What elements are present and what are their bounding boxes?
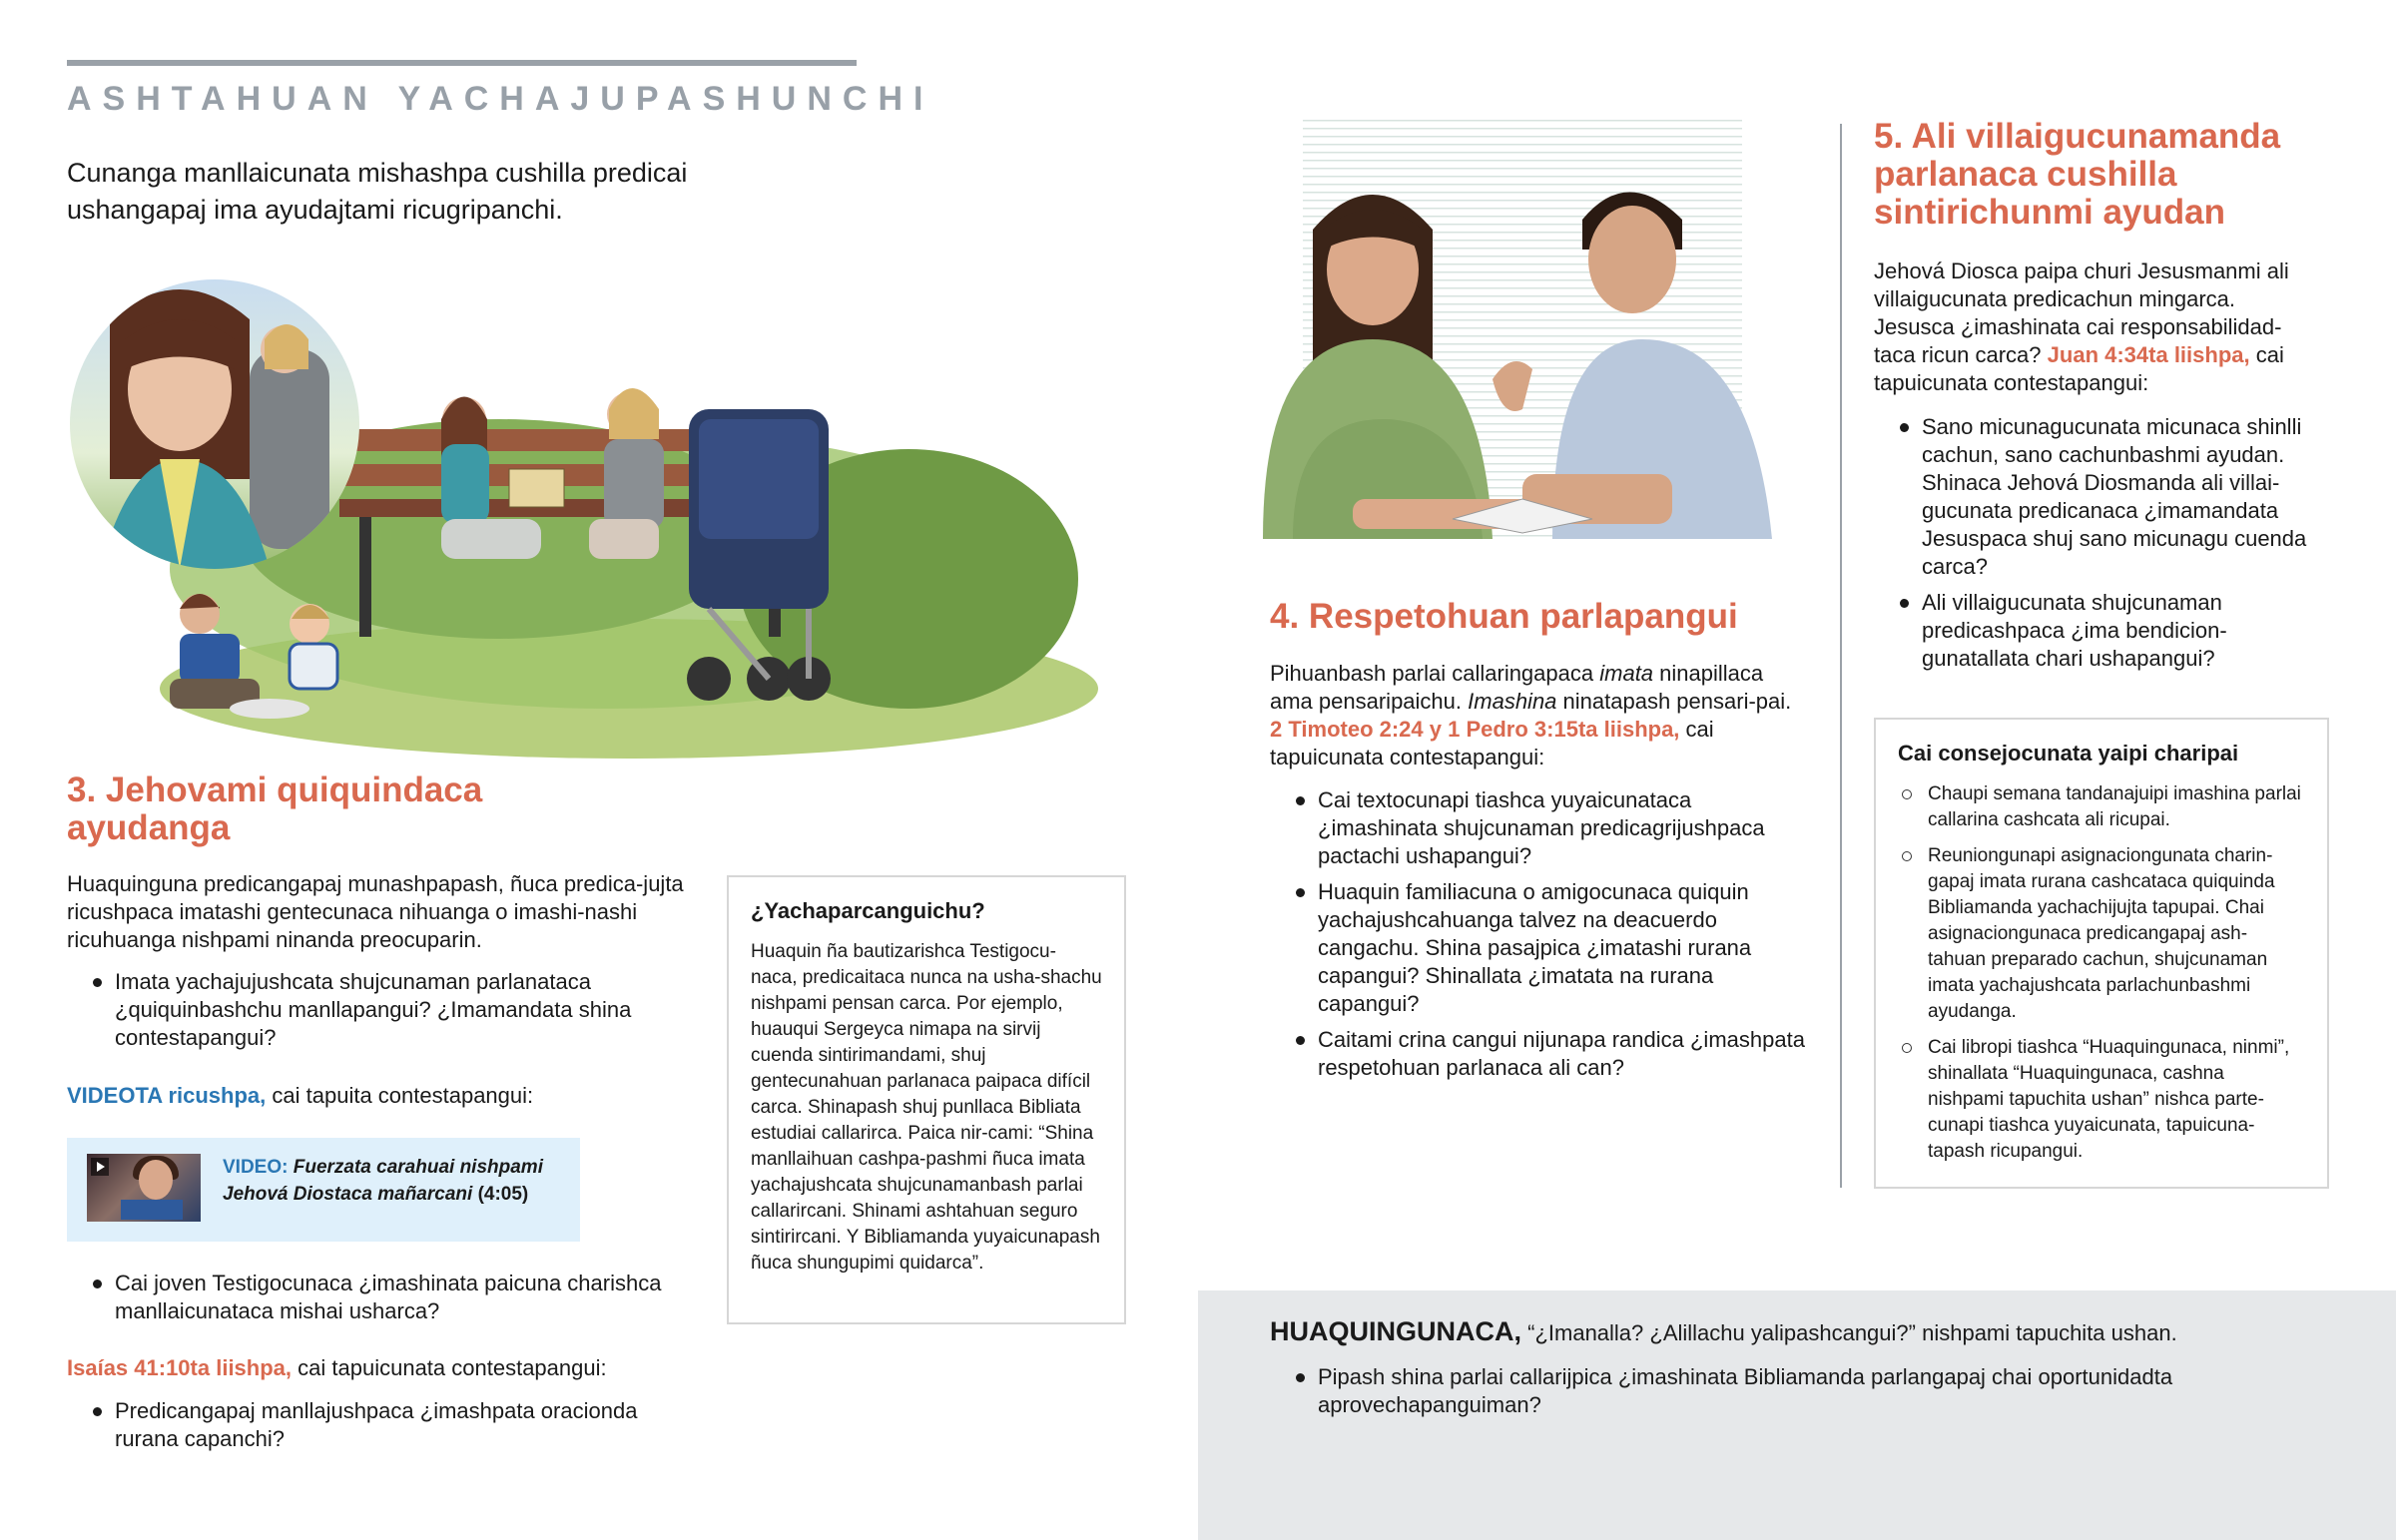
section3-title: 3. Jehovami quiquindaca ayudanga	[67, 770, 483, 847]
section3-bullets-c	[67, 1397, 686, 1461]
advice-item-1: Chaupi semana tandanajuipi imashina parlai callarina cashcata ali ricupai.	[1898, 781, 2305, 833]
section3-bullet-3: Predicangapaj manllajushpaca ¿imashpata oracionda rurana capanchi?	[67, 1397, 686, 1453]
advice-box	[1874, 718, 2329, 1189]
section3-bullet-2: Cai joven Testigocunaca ¿imashinata paicuna charishca manllaicunataca mishai usharca?	[67, 1270, 686, 1325]
section4-ref-rest: cai tapuicunata contestapangui:	[1270, 717, 1714, 770]
section4-para-em2: Imashina	[1468, 689, 1557, 714]
section4-para-a: Pihuanbash parlai callaringapaca	[1270, 661, 1594, 686]
section4-ref-link[interactable]: 2 Timoteo 2:24 y 1 Pedro 3:15ta liishpa,	[1270, 717, 1680, 742]
video-caption[interactable]	[223, 1154, 562, 1208]
section4-title: 4. Respetohuan parlapangui	[1270, 597, 1738, 636]
footer-bullet: Pipash shina parlai callarijpica ¿imashinata Bibliamanda parlangapaj chai oportunidadta aprovechapanguiman?	[1270, 1363, 2368, 1419]
thumb-figure-face	[139, 1160, 173, 1200]
section3-bullet-1: Imata yachajujushcata shujcunaman parlanataca ¿quiquinbashchu manllapangui? ¿Imamandata shina contestapangui?	[67, 968, 656, 1052]
isaiah-prompt	[67, 1354, 686, 1382]
conversation-illustration	[1253, 120, 1792, 559]
section4-bullet-1: Cai textocunapi tiashca yuyaicunataca ¿imashinata shujcunaman predicagrijushpaca pactachi ushapangui?	[1270, 786, 1809, 870]
section5-para-a: Jehová Diosca paipa churi Jesusmanmi ali villaigucunata predicachun mingarca. Jesusca ¿imashinata cai responsabilidad-taca ricun carca?	[1874, 258, 2289, 367]
footer-panel	[1198, 1290, 2396, 1540]
video-prompt	[67, 1082, 686, 1110]
did-you-know-text: Huaquin ña bautizarishca Testigocu-naca, predicaitaca nunca na usha-shachu nishpami pensan carca. Por ejemplo, huauqui Sergeyca nimapa na sirvij cuenda sintirimandami, shuj gentecunahuan parlanaca paipaca difícil carca. Shinapash shuj punllaca Bibliata estudiai callarirca. Paica nir-cami: “Shina manllaihuan cashpa-pashmi ñuca imata yachajushcata shujcunamanbash parlai callarircani. Shinami ashtahuan seguro sintirircani. Y Bibliamanda yuyaicunapash ñuca shungupimi quidarca”.	[751, 941, 1102, 1274]
video-prompt-link[interactable]: VIDEOTA ricushpa,	[67, 1083, 267, 1108]
video-card[interactable]	[67, 1138, 580, 1242]
section5-bullet-2: Ali villaigucunata shujcunaman predicashpaca ¿ima bendicion-gunatallata chari ushapangui?	[1874, 589, 2313, 673]
isaiah-ref-link[interactable]: Isaías 41:10ta liishpa,	[67, 1355, 293, 1380]
section4-para-b: ninapillaca ama pensaripaichu.	[1270, 661, 1764, 714]
column-divider	[1840, 124, 1842, 1188]
video-duration: (4:05)	[477, 1184, 529, 1205]
did-you-know-title: ¿Yachaparcanguichu?	[751, 898, 985, 923]
did-you-know-box	[727, 875, 1126, 1324]
inset-portrait	[70, 279, 359, 569]
conversation-graphic	[1253, 120, 1792, 559]
park-illustration	[70, 269, 1098, 759]
section5-bullet-1: Sano micunagucunata micunaca shinlli cachun, sano cachunbashmi ayudan. Shinaca Jehová Diosmanda ali villai-gucunata predicanaca ¿imamandata Jesuspaca shuj sano micunagu cuenda carca?	[1874, 413, 2313, 581]
section3-paragraph: Huaquinguna predicangapaj munashpapash, ñuca predica-jujta ricushpaca imatashi gentecunaca nihuanga o imashi-nashi ricuhuanga nishpami ninanda preocuparin.	[67, 871, 684, 952]
advice-item-2: Reuniongunapi asignaciongunata charin-gapaj imata rurana cashcataca quiquinda Bibliamanda yachachijujta tapupai. Chai asignaciongunaca predicangapaj ash-tahuan preparado cachun, shujcunaman imata yachajushcata parlachunbashmi ayudanga.	[1898, 843, 2305, 1025]
section4-bullets	[1270, 786, 1809, 1090]
top-rule	[67, 60, 857, 66]
intro-text: Cunanga manllaicunata mishashpa cushilla predicai ushangapaj ima ayudajtami ricugripanchi.	[67, 158, 688, 225]
video-label: VIDEO:	[223, 1157, 289, 1178]
section5-title: 5. Ali villaigucunamanda parlanaca cushilla sintirichunmi ayudan	[1874, 117, 2281, 232]
video-title: Fuerzata carahuai nishpami Jehová Diostaca mañarcani	[223, 1157, 543, 1205]
advice-title: Cai consejocunata yaipi charipai	[1898, 741, 2239, 766]
section4-bullet-2: Huaquin familiacuna o amigocunaca quiquin yachajushcahuanga talvez na deacuerdo cangachu. Shina pasajpica ¿imatashi rurana capangui? Shinallata ¿imatata na rurana capangui?	[1270, 878, 1809, 1018]
section3-bullets-a	[67, 968, 656, 1060]
inset-portrait-graphic	[70, 279, 359, 569]
footer-lead: HUAQUINGUNACA,	[1270, 1316, 1521, 1346]
section4-paragraph	[1270, 660, 1809, 771]
section4-para-em1: imata	[1599, 661, 1654, 686]
footer-quote: “¿Imanalla? ¿Alillachu yalipashcangui?” nishpami tapuchita ushan.	[1527, 1320, 2177, 1345]
section5-ref-rest: cai tapuicunata contestapangui:	[1874, 342, 2284, 395]
thumb-book	[121, 1200, 183, 1220]
video-prompt-rest: cai tapuita contestapangui:	[272, 1083, 534, 1108]
footer-intro	[1270, 1316, 2368, 1348]
section5-ref-link[interactable]: Juan 4:34ta liishpa,	[2047, 342, 2250, 367]
section5-bullets	[1874, 413, 2313, 681]
section4-bullet-3: Caitami crina cangui nijunapa randica ¿imashpata respetohuan parlanaca ali can?	[1270, 1026, 1809, 1082]
section3-bullets-b	[67, 1270, 686, 1333]
advice-item-3: Cai libropi tiashca “Huaquingunaca, ninmi”, shinallata “Huaquingunaca, cashna nishpami tapuchita ushan” nishca parte-cunapi tiashca yuyaicunata, tapuicuna-tapash ricupangui.	[1898, 1035, 2305, 1165]
section4-para-c: ninatapash pensari-pai.	[1562, 689, 1792, 714]
advice-list	[1898, 781, 2305, 1165]
isaiah-prompt-rest: cai tapuicunata contestapangui:	[298, 1355, 607, 1380]
footer-bullets	[1270, 1363, 2368, 1427]
video-thumbnail[interactable]	[87, 1154, 201, 1222]
play-icon[interactable]	[91, 1158, 109, 1176]
section5-paragraph	[1874, 257, 2313, 397]
section-kicker: ASHTAHUAN YACHAJUPASHUNCHI	[67, 80, 934, 118]
